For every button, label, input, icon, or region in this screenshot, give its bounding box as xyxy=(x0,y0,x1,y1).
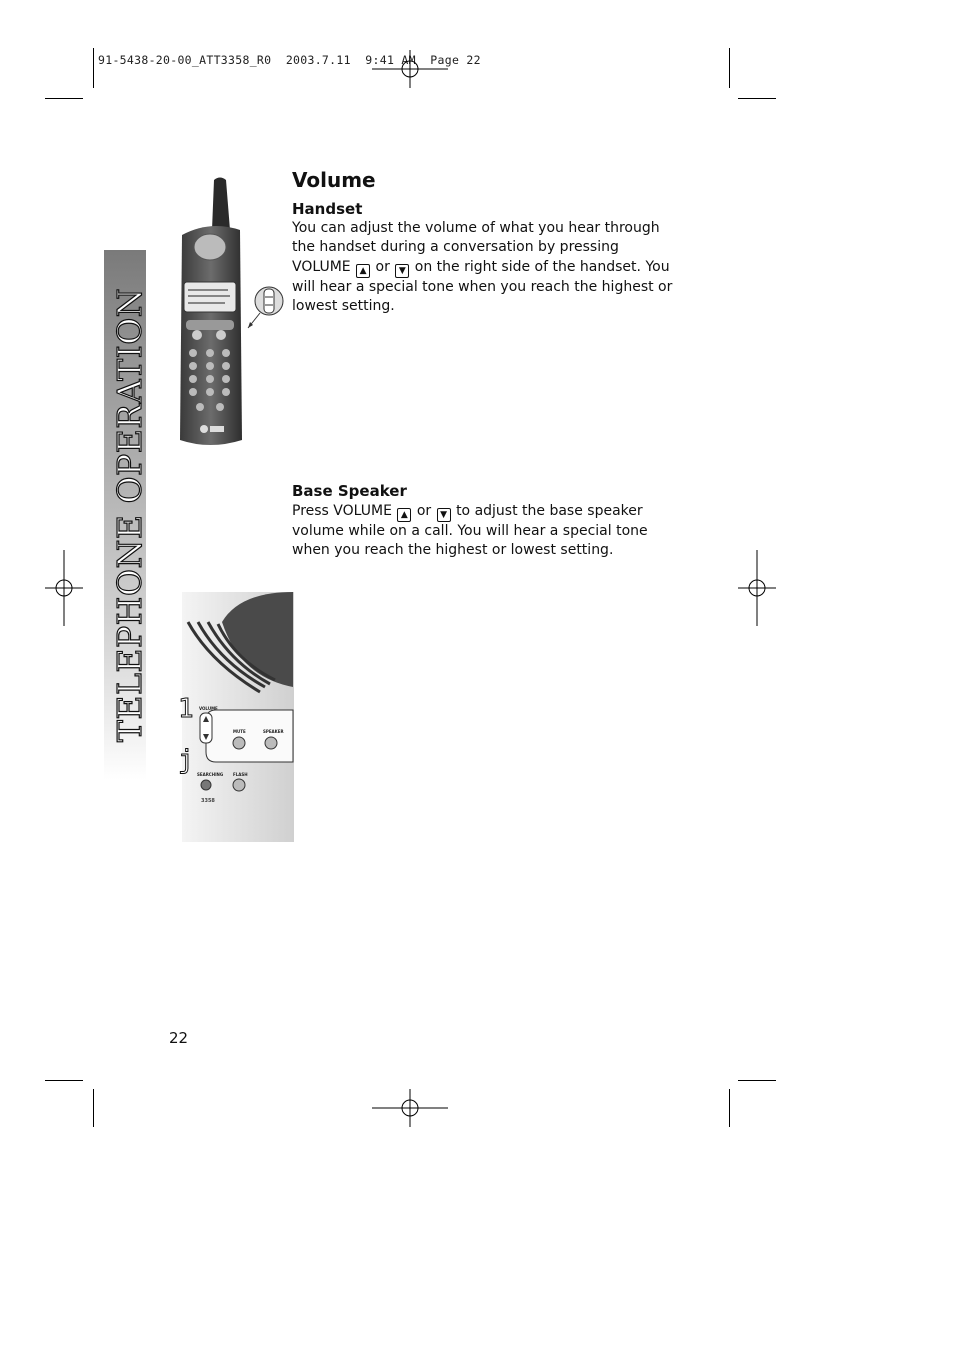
print-header: 91-5438-20-00_ATT3358_R0 2003.7.11 9:41 AM Page 22 xyxy=(98,53,481,67)
svg-text:1: 1 xyxy=(178,694,194,724)
handset-heading: Handset xyxy=(292,200,363,218)
side-tab xyxy=(104,250,149,780)
base-speaker-paragraph: Press VOLUME ▲ or ▼ to adjust the base speaker volume while on a call. You will hear a special tone when you reach the highest or lowest setting. xyxy=(292,503,648,559)
base-model-label: 3358 xyxy=(201,798,215,804)
section-title: Volume xyxy=(292,168,376,192)
base-speaker-heading: Base Speaker xyxy=(292,482,407,500)
svg-text:j: j xyxy=(178,745,194,775)
base-searching-label: SEARCHING xyxy=(197,772,224,777)
base-flash-label: FLASH xyxy=(233,772,248,777)
side-tab-title: TELEPHONE OPERATION xyxy=(109,287,149,743)
up-triangle-key-icon: ▲ xyxy=(356,264,370,278)
volume-key-callout xyxy=(244,283,292,333)
up-triangle-key-icon: ▲ xyxy=(397,508,411,522)
base-volume-label: VOLUME xyxy=(199,706,218,711)
base-mute-label: MUTE xyxy=(233,729,246,734)
handset-paragraph: You can adjust the volume of what you hear through the handset during a conversation by pressing VOLUME ▲ or ▼ on the right side of the handset. You will hear a special tone when you reach the highest or lowest setting. xyxy=(292,220,673,315)
base-illustration xyxy=(170,592,294,844)
down-triangle-key-icon: ▼ xyxy=(395,264,409,278)
down-triangle-key-icon: ▼ xyxy=(437,508,451,522)
base-speaker-label: SPEAKER xyxy=(263,729,284,734)
page-number: 22 xyxy=(169,1029,189,1047)
